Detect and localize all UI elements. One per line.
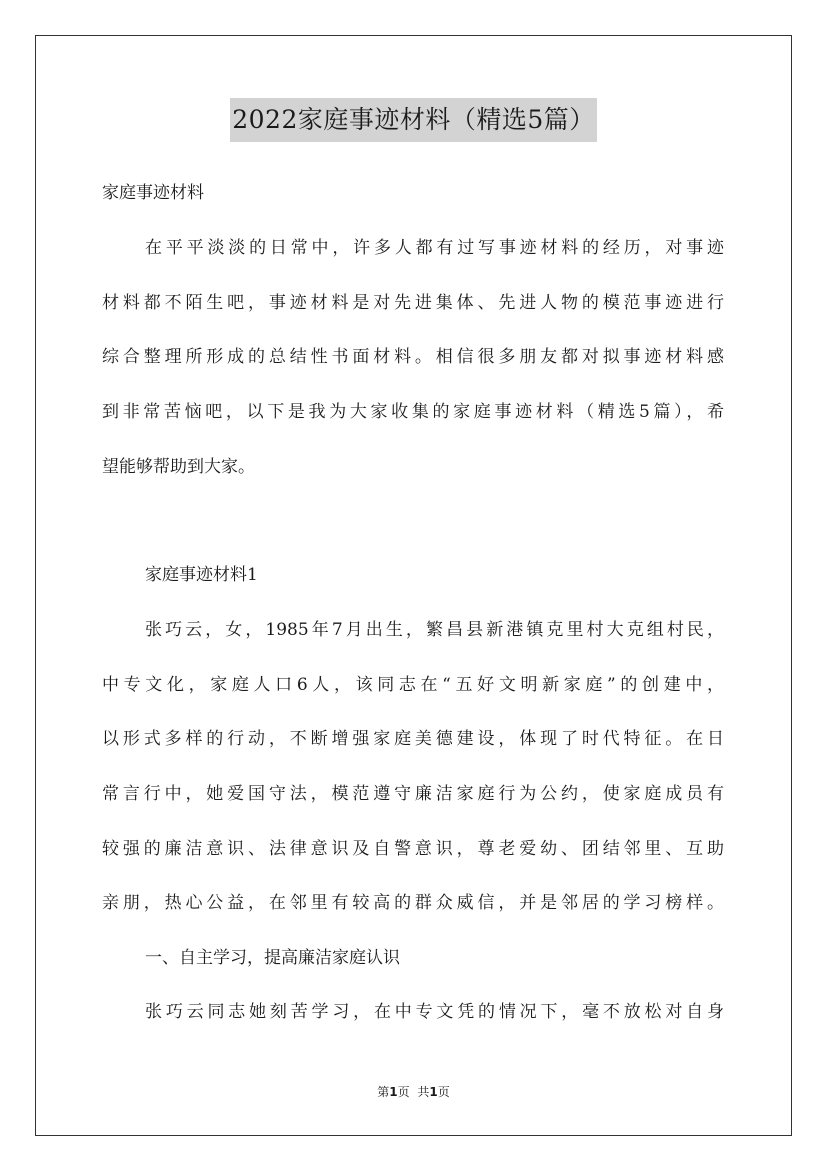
paragraph-line: 以形式多样的行动，不断增强家庭美德建设，体现了时代特征。在日 (102, 729, 724, 749)
paragraph-line: 望能够帮助到大家。 (102, 457, 255, 477)
page-label-suffix: 页 (397, 1085, 410, 1099)
paragraph-line: 在平平淡淡的日常中，许多人都有过写事迹材料的经历，对事迹 (145, 238, 724, 258)
paragraph-line: 综合整理所形成的总结性书面材料。相信很多朋友都对拟事迹材料感 (102, 347, 724, 367)
total-prefix: 共 (417, 1085, 430, 1099)
page-footer (0, 1083, 827, 1101)
page-number: 1 (389, 1085, 398, 1099)
paragraph-line: 张巧云同志她刻苦学习，在中专文凭的情况下，毫不放松对自身 (145, 1002, 724, 1022)
paragraph-line: 张巧云，女，1985年7月出生，繁昌县新港镇克里村大克组村民， (145, 620, 724, 640)
paragraph-line: 材料都不陌生吧，事迹材料是对先进集体、先进人物的模范事迹进行 (102, 293, 724, 313)
paragraph-line: 常言行中，她爱国守法，模范遵守廉洁家庭行为公约，使家庭成员有 (102, 784, 724, 804)
paragraph-line: 亲朋，热心公益，在邻里有较高的群众威信，并是邻居的学习榜样。 (102, 893, 724, 913)
title-container (0, 98, 827, 142)
page-label-prefix: 第 (377, 1085, 390, 1099)
section-heading: 家庭事迹材料 (102, 183, 204, 203)
paragraph-line: 到非常苦恼吧，以下是我为大家收集的家庭事迹材料（精选5篇），希 (102, 402, 724, 422)
paragraph-line: 中专文化，家庭人口6人，该同志在“五好文明新家庭”的创建中， (102, 675, 724, 695)
section-heading: 家庭事迹材料1 (145, 565, 258, 585)
paragraph-line: 较强的廉洁意识、法律意识及自警意识，尊老爱幼、团结邻里、互助 (102, 839, 724, 859)
total-pages: 1 (429, 1085, 438, 1099)
total-suffix: 页 (437, 1085, 450, 1099)
subsection-heading: 一、自主学习，提高廉洁家庭认识 (145, 948, 400, 968)
document-title: 2022家庭事迹材料（精选5篇） (230, 98, 597, 142)
